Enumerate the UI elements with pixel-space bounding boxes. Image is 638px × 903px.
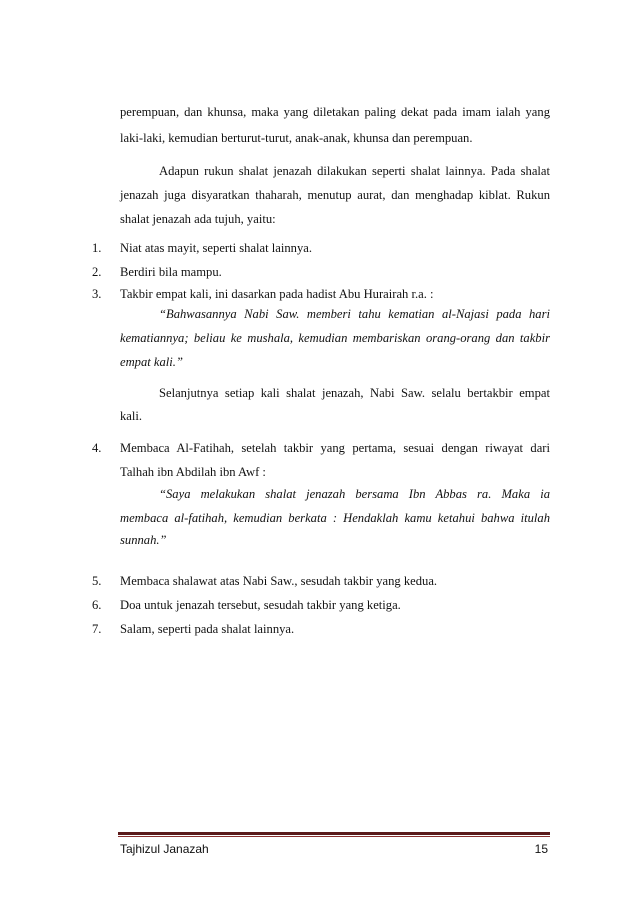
quote-line: “Saya melakukan shalat jenazah bersama Ibn Abbas ra. Maka ia	[159, 487, 550, 501]
list-number: 6.	[92, 598, 102, 612]
list-number: 5.	[92, 574, 102, 588]
list-item: Takbir empat kali, ini dasarkan pada hadist Abu Hurairah r.a. :	[120, 287, 434, 301]
list-item: Membaca shalawat atas Nabi Saw., sesudah takbir yang kedua.	[120, 574, 438, 588]
footer-rule	[118, 832, 550, 835]
list-number: 2.	[92, 265, 102, 279]
list-item: Doa untuk jenazah tersebut, sesudah takbir yang ketiga.	[120, 598, 401, 612]
list-item: Salam, seperti pada shalat lainnya.	[120, 622, 295, 636]
paragraph-line: kali.	[120, 409, 143, 423]
paragraph-line: shalat jenazah ada tujuh, yaitu:	[120, 212, 276, 226]
paragraph-line: jenazah juga disyaratkan thaharah, menutup aurat, dan menghadap kiblat. Rukun	[120, 188, 550, 202]
list-item-continuation: Talhah ibn Abdilah ibn Awf :	[120, 465, 266, 479]
footer-rule	[118, 836, 550, 837]
quote-line: “Bahwasannya Nabi Saw. memberi tahu kematian al-Najasi pada hari	[159, 307, 550, 321]
list-item: Berdiri bila mampu.	[120, 265, 222, 279]
quote-line: membaca al-fatihah, kemudian berkata : Hendaklah kamu ketahui bahwa itulah	[120, 511, 550, 525]
paragraph-line: perempuan, dan khunsa, maka yang diletakan paling dekat pada imam ialah yang	[120, 105, 550, 119]
paragraph-line: Selanjutnya setiap kali shalat jenazah, Nabi Saw. selalu bertakbir empat	[159, 386, 550, 400]
paragraph-line: laki-laki, kemudian berturut-turut, anak-anak, khunsa dan perempuan.	[120, 131, 473, 145]
quote-line: sunnah.”	[120, 533, 167, 547]
list-number: 3.	[92, 287, 102, 301]
list-item: Niat atas mayit, seperti shalat lainnya.	[120, 241, 312, 255]
list-number: 7.	[92, 622, 102, 636]
footer-title: Tajhizul Janazah	[120, 842, 209, 856]
list-item: Membaca Al-Fatihah, setelah takbir yang pertama, sesuai dengan riwayat dari	[120, 441, 550, 455]
quote-line: kematiannya; beliau ke mushala, kemudian membariskan orang-orang dan takbir	[120, 331, 550, 345]
page-number: 15	[534, 842, 548, 856]
list-number: 4.	[92, 441, 102, 455]
quote-line: empat kali.”	[120, 355, 183, 369]
paragraph-line: Adapun rukun shalat jenazah dilakukan seperti shalat lainnya. Pada shalat	[159, 164, 550, 178]
list-number: 1.	[92, 241, 102, 255]
